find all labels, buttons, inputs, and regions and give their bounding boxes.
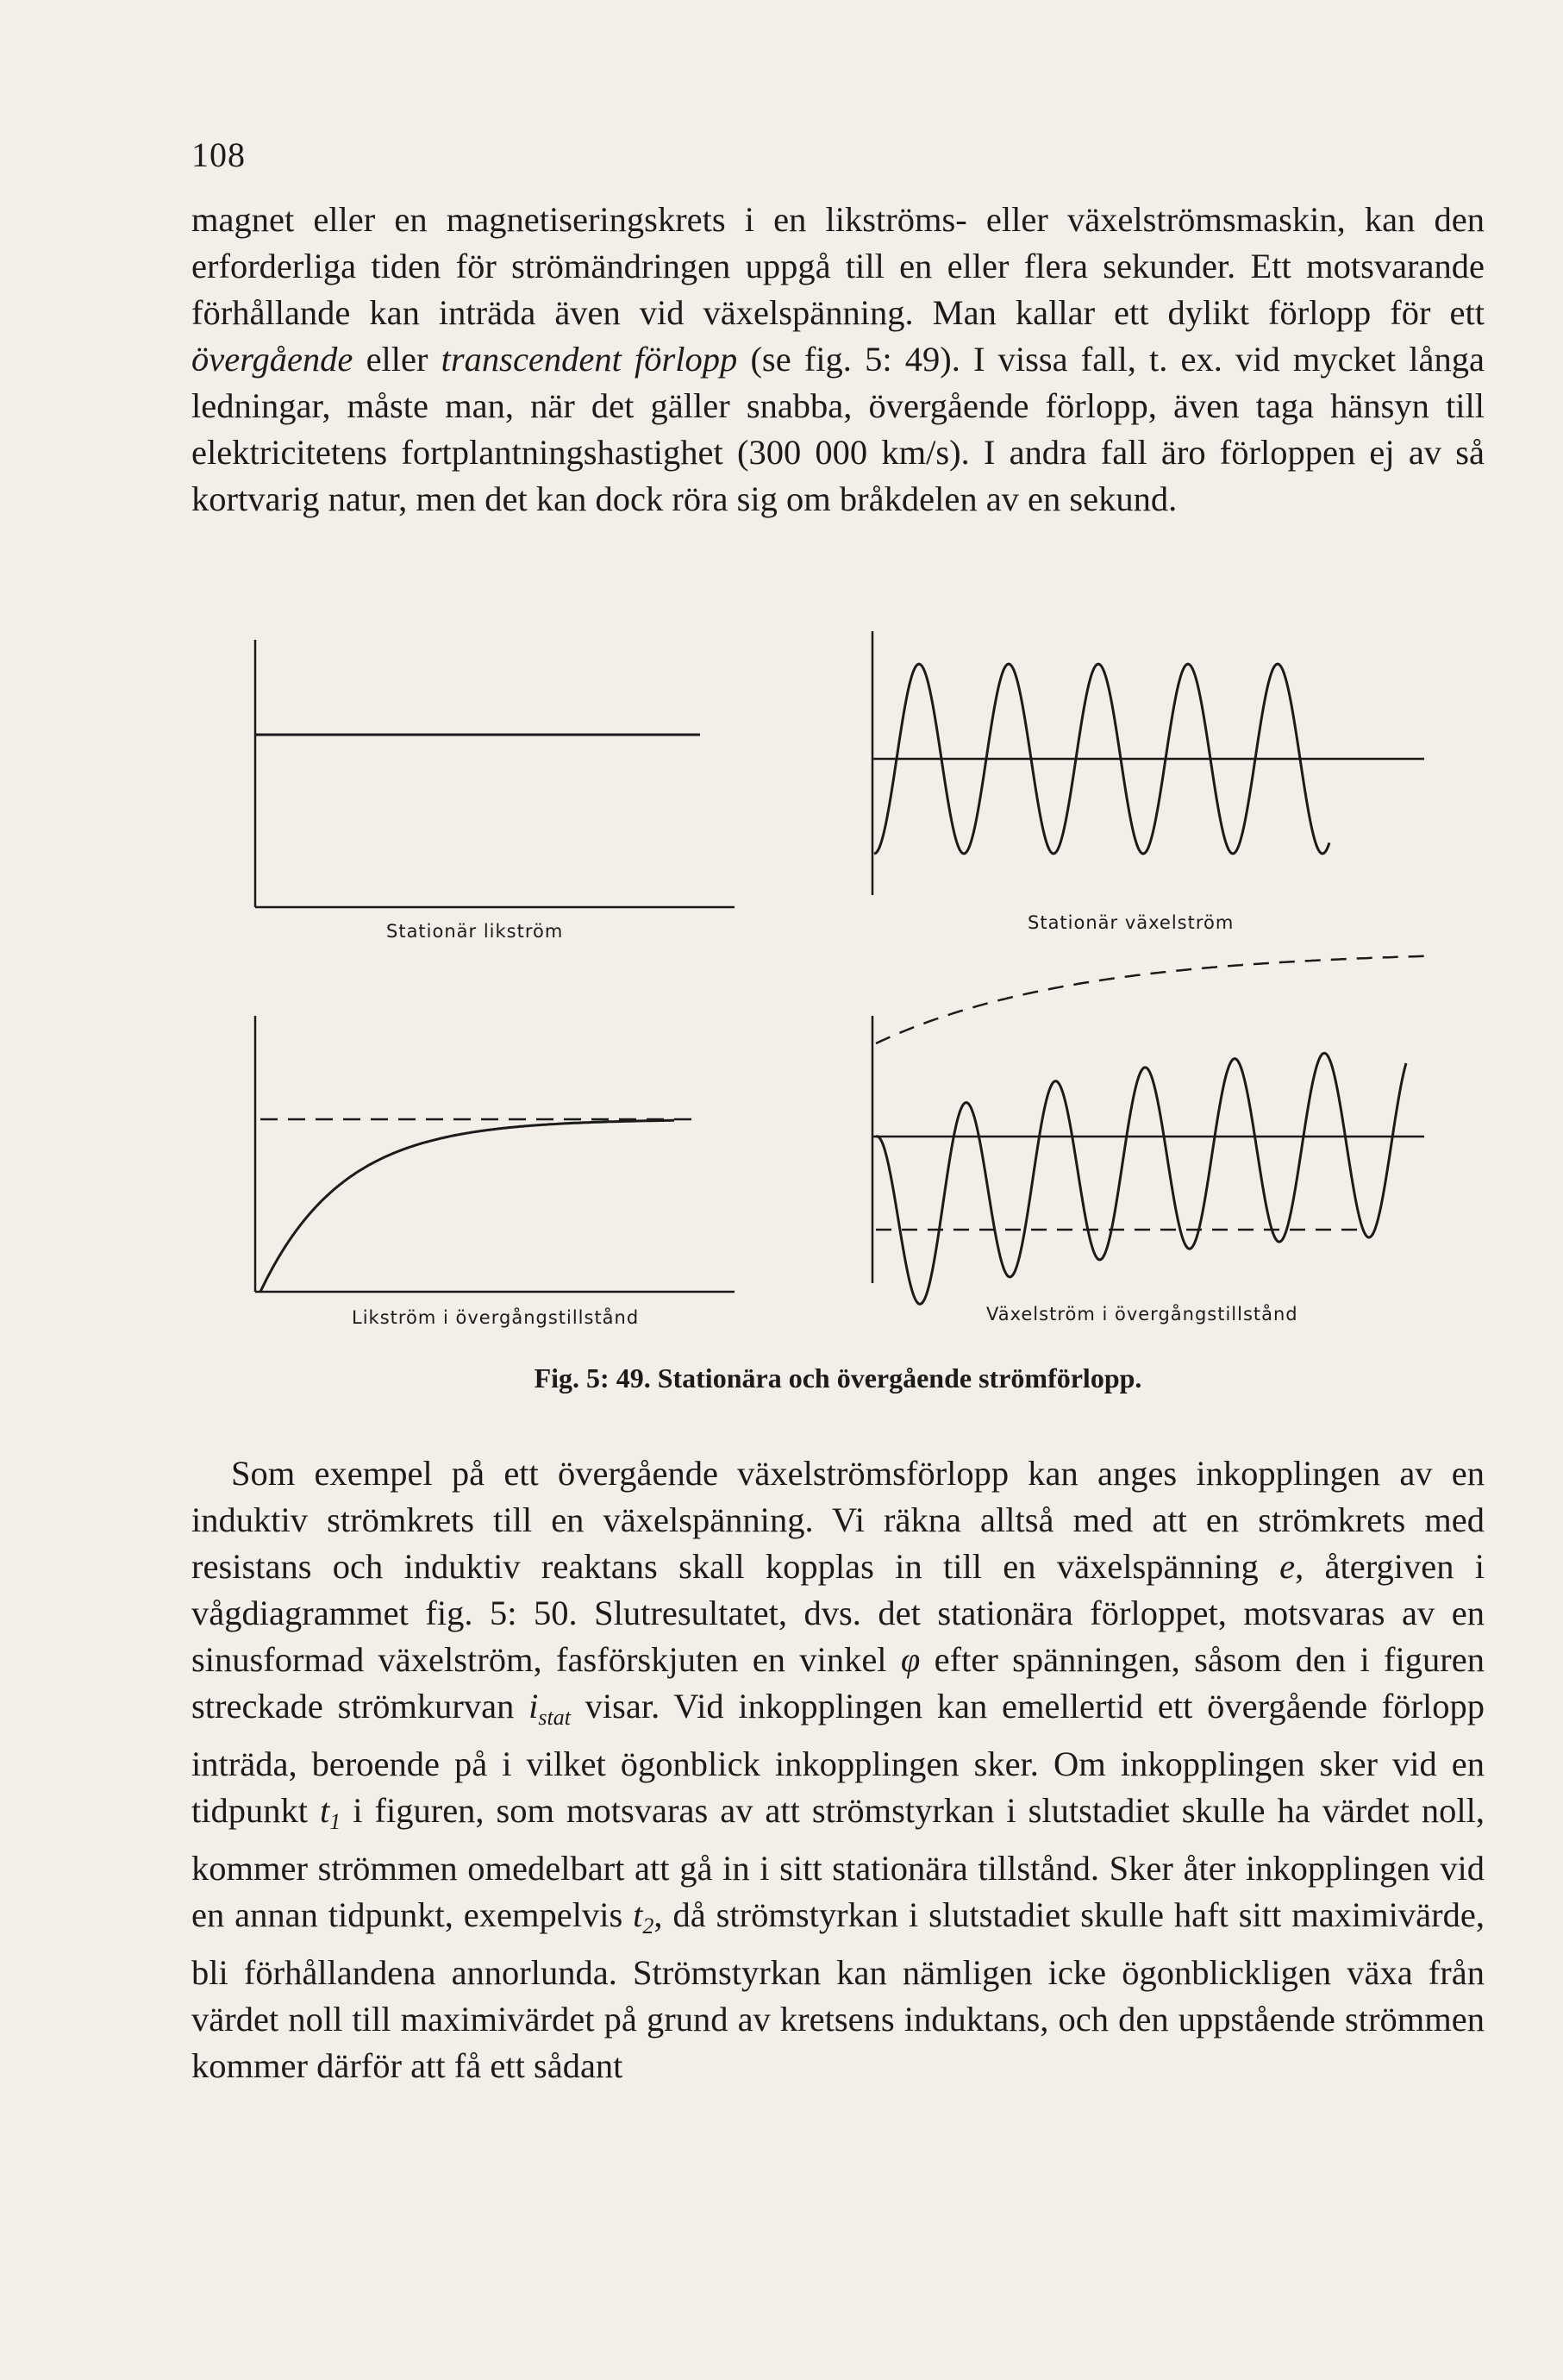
ac-transient-wave [876,1053,1406,1304]
symbol-t1: t [320,1791,330,1830]
subscript-1: 1 [329,1809,341,1834]
symbol-e: e [1279,1547,1296,1586]
figure-diagrams [191,621,1485,1354]
symbol-t2: t [633,1895,643,1934]
subscript-2: 2 [642,1913,654,1938]
label-stationary-ac: Stationär växelström [1028,912,1235,933]
symbol-phi: φ [900,1640,921,1679]
text: visar. Vid inkopplingen kan emellertid ett övergående förlopp inträda, beroende på i vilket ögonblick inkopplingen sker. Om inkopplingen sker vid en tidpunkt [191,1687,1485,1830]
figure-5-49 [191,621,1485,1397]
text: , återgiven i vågdiagrammet fig. 5: 50. Slutresultatet, dvs. det stationära förloppet, motsvaras av en sinusformad växelström, fasförskjuten en vinkel [191,1547,1485,1679]
panel-transient-dc [255,1016,735,1292]
text: magnet eller en magnetiseringskrets i en likströms- eller växelströmsmaskin, kan den erforderliga tiden för strömändringen uppgå till en eller flera sekunder. Ett motsvarande förhållande kan inträda även vid växelspänning. Man kallar ett dylikt förlopp för ett [191,200,1485,332]
text: i figuren, som motsvaras av att strömstyrkan i slutstadiet skulle ha värdet noll, kommer strömmen omedelbart att gå in i sitt stationära tillstånd. Sker åter inkopplingen vid en annan tidpunkt, exempelvis [191,1791,1485,1934]
envelope-upper-dashed [876,956,1432,1044]
label-transient-ac: Växelström i övergångstillstånd [986,1304,1298,1325]
panel-stationary-dc [255,640,735,907]
page-number: 108 [191,135,246,174]
label-stationary-dc: Stationär likström [386,921,564,942]
text: efter spänningen, såsom den i figuren streckade strömkurvan [191,1640,1485,1726]
panel-transient-ac [872,956,1432,1305]
paragraph-intro [191,197,1485,523]
text: Som exempel på ett övergående växelströmsförlopp kan anges inkopplingen av en induktiv strömkrets till en växelspänning. Vi räkna alltså med att en strömkrets med resistans och induktiv reaktans skall kopplas in till en växelspänning [191,1454,1485,1586]
symbol-i: i [528,1687,539,1726]
term-overgaende: övergående [191,340,353,379]
text: (se fig. 5: 49). I vissa fall, t. ex. vid mycket långa ledningar, måste man, när det gäller snabba, övergående förlopp, även taga hänsyn till elektricitetens fortplantningshastighet (300 000 km/s). I andra fall äro förloppen ej av så kortvarig natur, men det kan dock röra sig om bråkdelen av en sekund. [191,340,1485,518]
paragraph-example [191,1450,1485,2089]
text: eller [353,340,441,379]
panel-stationary-ac [872,631,1424,895]
term-transcendent: transcendent förlopp [441,340,738,379]
text: , då strömstyrkan i slutstadiet skulle haft sitt maximivärde, bli förhållandena annorlunda. Strömstyrkan kan nämligen icke ögonblickligen växa från värdet noll till maximivärdet på grund av kretsens induktans, och den uppstående strömmen kommer därför att få ett sådant [191,1895,1485,2085]
dc-transient-curve [260,1120,674,1292]
label-transient-dc: Likström i övergångstillstånd [352,1307,640,1328]
figure-caption: Fig. 5: 49. Stationära och övergående strömförlopp. [534,1362,1142,1394]
subscript-stat: stat [538,1705,571,1730]
